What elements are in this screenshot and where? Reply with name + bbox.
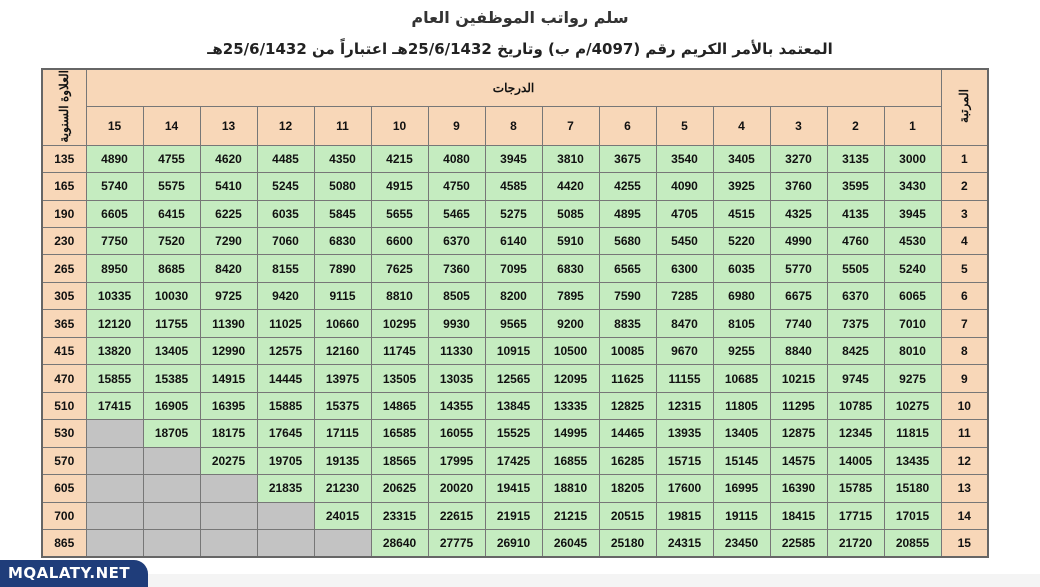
salary-cell: 6605 <box>86 200 143 227</box>
salary-cell: 9565 <box>485 310 542 337</box>
salary-cell: 11390 <box>200 310 257 337</box>
salary-cell: 6225 <box>200 200 257 227</box>
annual-increment-cell: 135 <box>42 145 86 172</box>
salary-cell: 5770 <box>770 255 827 282</box>
salary-cell: 6035 <box>257 200 314 227</box>
salary-cell: 17115 <box>314 420 371 447</box>
salary-cell: 5680 <box>599 228 656 255</box>
salary-cell: 5410 <box>200 173 257 200</box>
salary-cell: 3925 <box>713 173 770 200</box>
salary-cell: 12160 <box>314 337 371 364</box>
empty-cell <box>86 420 143 447</box>
salary-cell: 11625 <box>599 365 656 392</box>
salary-cell: 6140 <box>485 228 542 255</box>
salary-cell: 5465 <box>428 200 485 227</box>
salary-cell: 6415 <box>143 200 200 227</box>
salary-cell: 15385 <box>143 365 200 392</box>
page-title: سلم رواتب الموظفين العام <box>411 8 629 27</box>
salary-cell: 8470 <box>656 310 713 337</box>
salary-cell: 8950 <box>86 255 143 282</box>
salary-cell: 12575 <box>257 337 314 364</box>
table-row <box>42 255 988 282</box>
rank-cell: 15 <box>941 530 988 558</box>
annual-increment-cell: 415 <box>42 337 86 364</box>
salary-cell: 17715 <box>827 502 884 529</box>
salary-cell: 16585 <box>371 420 428 447</box>
grade-header-11: 11 <box>314 107 371 146</box>
rank-cell: 12 <box>941 447 988 474</box>
annual-increment-cell: 265 <box>42 255 86 282</box>
salary-cell: 21230 <box>314 475 371 502</box>
table-row <box>42 310 988 337</box>
salary-cell: 4420 <box>542 173 599 200</box>
salary-cell: 5740 <box>86 173 143 200</box>
salary-cell: 16390 <box>770 475 827 502</box>
rank-cell: 4 <box>941 228 988 255</box>
salary-cell: 3135 <box>827 145 884 172</box>
table-row <box>42 337 988 364</box>
empty-cell <box>257 530 314 558</box>
salary-cell: 8505 <box>428 282 485 309</box>
salary-cell: 6370 <box>827 282 884 309</box>
salary-cell: 10295 <box>371 310 428 337</box>
salary-cell: 9670 <box>656 337 713 364</box>
salary-cell: 19705 <box>257 447 314 474</box>
salary-cell: 12990 <box>200 337 257 364</box>
salary-cell: 8810 <box>371 282 428 309</box>
empty-cell <box>200 530 257 558</box>
salary-cell: 5240 <box>884 255 941 282</box>
salary-cell: 11745 <box>371 337 428 364</box>
salary-cell: 6565 <box>599 255 656 282</box>
salary-cell: 4750 <box>428 173 485 200</box>
table-row <box>42 282 988 309</box>
salary-cell: 14005 <box>827 447 884 474</box>
salary-cell: 9255 <box>713 337 770 364</box>
table-row <box>42 447 988 474</box>
grade-header-6: 6 <box>599 107 656 146</box>
salary-cell: 9725 <box>200 282 257 309</box>
empty-cell <box>257 502 314 529</box>
salary-cell: 6675 <box>770 282 827 309</box>
table-row <box>42 145 988 172</box>
salary-cell: 7590 <box>599 282 656 309</box>
salary-cell: 5275 <box>485 200 542 227</box>
salary-cell: 16995 <box>713 475 770 502</box>
salary-cell: 4090 <box>656 173 713 200</box>
salary-cell: 3430 <box>884 173 941 200</box>
salary-cell: 7285 <box>656 282 713 309</box>
salary-cell: 27775 <box>428 530 485 558</box>
salary-cell: 7625 <box>371 255 428 282</box>
grade-header-10: 10 <box>371 107 428 146</box>
salary-cell: 16285 <box>599 447 656 474</box>
salary-cell: 6035 <box>713 255 770 282</box>
salary-cell: 8685 <box>143 255 200 282</box>
empty-cell <box>200 502 257 529</box>
salary-cell: 3810 <box>542 145 599 172</box>
salary-cell: 8840 <box>770 337 827 364</box>
salary-cell: 3595 <box>827 173 884 200</box>
empty-cell <box>86 530 143 558</box>
table-row <box>42 502 988 529</box>
annual-increment-cell: 190 <box>42 200 86 227</box>
salary-cell: 18205 <box>599 475 656 502</box>
salary-cell: 26045 <box>542 530 599 558</box>
salary-cell: 15715 <box>656 447 713 474</box>
salary-cell: 19115 <box>713 502 770 529</box>
salary-cell: 6830 <box>542 255 599 282</box>
salary-cell: 11330 <box>428 337 485 364</box>
rank-cell: 9 <box>941 365 988 392</box>
salary-cell: 13405 <box>713 420 770 447</box>
salary-cell: 5085 <box>542 200 599 227</box>
annual-increment-cell: 530 <box>42 420 86 447</box>
annual-increment-cell: 865 <box>42 530 86 558</box>
salary-cell: 20855 <box>884 530 941 558</box>
salary-cell: 11295 <box>770 392 827 419</box>
salary-cell: 22585 <box>770 530 827 558</box>
salary-cell: 7895 <box>542 282 599 309</box>
rank-cell: 8 <box>941 337 988 364</box>
annual-increment-cell: 165 <box>42 173 86 200</box>
salary-cell: 18810 <box>542 475 599 502</box>
salary-cell: 9420 <box>257 282 314 309</box>
salary-cell: 5080 <box>314 173 371 200</box>
salary-cell: 17425 <box>485 447 542 474</box>
salary-cell: 16855 <box>542 447 599 474</box>
salary-cell: 12875 <box>770 420 827 447</box>
annual-increment-cell: 305 <box>42 282 86 309</box>
salary-cell: 3675 <box>599 145 656 172</box>
salary-cell: 10275 <box>884 392 941 419</box>
salary-cell: 3760 <box>770 173 827 200</box>
salary-cell: 5910 <box>542 228 599 255</box>
salary-cell: 22615 <box>428 502 485 529</box>
salary-cell: 13975 <box>314 365 371 392</box>
salary-cell: 17600 <box>656 475 713 502</box>
rank-cell: 14 <box>941 502 988 529</box>
salary-cell: 18175 <box>200 420 257 447</box>
salary-cell: 28640 <box>371 530 428 558</box>
salary-cell: 12095 <box>542 365 599 392</box>
salary-cell: 13335 <box>542 392 599 419</box>
salary-cell: 8425 <box>827 337 884 364</box>
salary-cell: 13845 <box>485 392 542 419</box>
salary-cell: 10660 <box>314 310 371 337</box>
salary-cell: 3405 <box>713 145 770 172</box>
salary-cell: 3945 <box>485 145 542 172</box>
salary-cell: 5220 <box>713 228 770 255</box>
empty-cell <box>143 530 200 558</box>
salary-cell: 15375 <box>314 392 371 419</box>
rank-cell: 3 <box>941 200 988 227</box>
salary-cell: 20275 <box>200 447 257 474</box>
salary-cell: 15145 <box>713 447 770 474</box>
empty-cell <box>200 475 257 502</box>
table-row <box>42 392 988 419</box>
salary-cell: 26910 <box>485 530 542 558</box>
salary-cell: 9200 <box>542 310 599 337</box>
salary-cell: 4990 <box>770 228 827 255</box>
empty-cell <box>86 447 143 474</box>
grade-header-12: 12 <box>257 107 314 146</box>
table-row <box>42 420 988 447</box>
salary-cell: 14575 <box>770 447 827 474</box>
salary-cell: 4135 <box>827 200 884 227</box>
salary-cell: 21215 <box>542 502 599 529</box>
salary-cell: 10335 <box>86 282 143 309</box>
grade-header-4: 4 <box>713 107 770 146</box>
salary-cell: 6300 <box>656 255 713 282</box>
salary-cell: 12825 <box>599 392 656 419</box>
salary-cell: 19415 <box>485 475 542 502</box>
salary-cell: 7375 <box>827 310 884 337</box>
salary-cell: 5655 <box>371 200 428 227</box>
salary-cell: 5245 <box>257 173 314 200</box>
salary-cell: 9275 <box>884 365 941 392</box>
salary-cell: 6600 <box>371 228 428 255</box>
salary-cell: 21835 <box>257 475 314 502</box>
rank-cell: 2 <box>941 173 988 200</box>
salary-cell: 5845 <box>314 200 371 227</box>
annual-increment-cell: 570 <box>42 447 86 474</box>
salary-cell: 7520 <box>143 228 200 255</box>
empty-cell <box>143 447 200 474</box>
annual-increment-cell: 605 <box>42 475 86 502</box>
salary-cell: 4755 <box>143 145 200 172</box>
salary-cell: 12120 <box>86 310 143 337</box>
salary-cell: 8420 <box>200 255 257 282</box>
empty-cell <box>143 475 200 502</box>
salary-cell: 7750 <box>86 228 143 255</box>
salary-cell: 11805 <box>713 392 770 419</box>
grade-header-7: 7 <box>542 107 599 146</box>
salary-cell: 4215 <box>371 145 428 172</box>
salary-cell: 7290 <box>200 228 257 255</box>
salary-cell: 24015 <box>314 502 371 529</box>
salary-cell: 9745 <box>827 365 884 392</box>
salary-cell: 4255 <box>599 173 656 200</box>
salary-cell: 7060 <box>257 228 314 255</box>
empty-cell <box>143 502 200 529</box>
rank-cell: 13 <box>941 475 988 502</box>
salary-cell: 19815 <box>656 502 713 529</box>
salary-cell: 4705 <box>656 200 713 227</box>
annual-increment-cell: 510 <box>42 392 86 419</box>
empty-cell <box>314 530 371 558</box>
salary-cell: 4485 <box>257 145 314 172</box>
rank-cell: 6 <box>941 282 988 309</box>
salary-cell: 16055 <box>428 420 485 447</box>
salary-cell: 8155 <box>257 255 314 282</box>
salary-cell: 4325 <box>770 200 827 227</box>
salary-cell: 8105 <box>713 310 770 337</box>
salary-cell: 13405 <box>143 337 200 364</box>
increment-header: العلاوة السنوية <box>42 69 86 145</box>
salary-cell: 15855 <box>86 365 143 392</box>
salary-cell: 14865 <box>371 392 428 419</box>
salary-cell: 10030 <box>143 282 200 309</box>
salary-cell: 14445 <box>257 365 314 392</box>
salary-cell: 4515 <box>713 200 770 227</box>
salary-cell: 18705 <box>143 420 200 447</box>
salary-cell: 4530 <box>884 228 941 255</box>
rank-cell: 1 <box>941 145 988 172</box>
grade-header-2: 2 <box>827 107 884 146</box>
salary-cell: 10685 <box>713 365 770 392</box>
salary-table <box>41 68 989 558</box>
grades-header: الدرجات <box>86 69 941 107</box>
salary-cell: 12565 <box>485 365 542 392</box>
salary-cell: 19135 <box>314 447 371 474</box>
salary-cell: 3540 <box>656 145 713 172</box>
salary-cell: 9930 <box>428 310 485 337</box>
salary-cell: 3000 <box>884 145 941 172</box>
salary-cell: 11815 <box>884 420 941 447</box>
salary-cell: 3945 <box>884 200 941 227</box>
salary-cell: 17415 <box>86 392 143 419</box>
salary-cell: 9115 <box>314 282 371 309</box>
salary-cell: 20515 <box>599 502 656 529</box>
salary-cell: 8835 <box>599 310 656 337</box>
salary-cell: 17995 <box>428 447 485 474</box>
salary-cell: 10915 <box>485 337 542 364</box>
salary-cell: 20020 <box>428 475 485 502</box>
salary-cell: 4760 <box>827 228 884 255</box>
salary-cell: 7360 <box>428 255 485 282</box>
salary-cell: 5505 <box>827 255 884 282</box>
salary-cell: 6370 <box>428 228 485 255</box>
salary-cell: 12345 <box>827 420 884 447</box>
salary-cell: 3270 <box>770 145 827 172</box>
salary-cell: 24315 <box>656 530 713 558</box>
salary-cell: 15525 <box>485 420 542 447</box>
grade-header-3: 3 <box>770 107 827 146</box>
grade-header-13: 13 <box>200 107 257 146</box>
page-subtitle: المعتمد بالأمر الكريم رقم (4097/م ب) وتاريخ 25/6/1432هـ اعتباراً من 25/6/1432هـ <box>207 40 833 58</box>
rank-cell: 7 <box>941 310 988 337</box>
salary-cell: 21720 <box>827 530 884 558</box>
salary-cell: 13505 <box>371 365 428 392</box>
salary-cell: 11155 <box>656 365 713 392</box>
salary-cell: 23315 <box>371 502 428 529</box>
salary-cell: 10085 <box>599 337 656 364</box>
annual-increment-cell: 365 <box>42 310 86 337</box>
salary-cell: 14915 <box>200 365 257 392</box>
grade-header-8: 8 <box>485 107 542 146</box>
salary-cell: 7740 <box>770 310 827 337</box>
salary-cell: 20625 <box>371 475 428 502</box>
salary-cell: 12315 <box>656 392 713 419</box>
salary-cell: 6830 <box>314 228 371 255</box>
salary-cell: 5450 <box>656 228 713 255</box>
grade-header-15: 15 <box>86 107 143 146</box>
salary-cell: 25180 <box>599 530 656 558</box>
footer-bar <box>0 574 1040 587</box>
salary-cell: 18565 <box>371 447 428 474</box>
salary-cell: 7095 <box>485 255 542 282</box>
salary-cell: 4915 <box>371 173 428 200</box>
grade-header-14: 14 <box>143 107 200 146</box>
salary-cell: 10785 <box>827 392 884 419</box>
salary-cell: 14465 <box>599 420 656 447</box>
salary-cell: 18415 <box>770 502 827 529</box>
salary-cell: 7010 <box>884 310 941 337</box>
salary-cell: 4620 <box>200 145 257 172</box>
salary-cell: 11025 <box>257 310 314 337</box>
salary-cell: 4895 <box>599 200 656 227</box>
salary-cell: 8200 <box>485 282 542 309</box>
salary-cell: 23450 <box>713 530 770 558</box>
salary-cell: 15180 <box>884 475 941 502</box>
salary-cell: 21915 <box>485 502 542 529</box>
salary-cell: 4890 <box>86 145 143 172</box>
salary-cell: 10215 <box>770 365 827 392</box>
salary-cell: 13935 <box>656 420 713 447</box>
rank-cell: 10 <box>941 392 988 419</box>
salary-cell: 15885 <box>257 392 314 419</box>
rank-cell: 11 <box>941 420 988 447</box>
salary-cell: 11755 <box>143 310 200 337</box>
grade-header-1: 1 <box>884 107 941 146</box>
table-row <box>42 475 988 502</box>
salary-cell: 17015 <box>884 502 941 529</box>
salary-cell: 4350 <box>314 145 371 172</box>
salary-cell: 10500 <box>542 337 599 364</box>
salary-cell: 13035 <box>428 365 485 392</box>
table-row <box>42 228 988 255</box>
salary-cell: 4585 <box>485 173 542 200</box>
salary-cell: 16395 <box>200 392 257 419</box>
grade-header-9: 9 <box>428 107 485 146</box>
salary-cell: 8010 <box>884 337 941 364</box>
table-row <box>42 173 988 200</box>
annual-increment-cell: 700 <box>42 502 86 529</box>
annual-increment-cell: 230 <box>42 228 86 255</box>
salary-cell: 15785 <box>827 475 884 502</box>
salary-cell: 6065 <box>884 282 941 309</box>
salary-cell: 5575 <box>143 173 200 200</box>
salary-cell: 17645 <box>257 420 314 447</box>
salary-cell: 4080 <box>428 145 485 172</box>
empty-cell <box>86 475 143 502</box>
grade-header-5: 5 <box>656 107 713 146</box>
empty-cell <box>86 502 143 529</box>
salary-cell: 13820 <box>86 337 143 364</box>
salary-cell: 16905 <box>143 392 200 419</box>
site-watermark: MQALATY.NET <box>0 560 148 587</box>
salary-cell: 6980 <box>713 282 770 309</box>
salary-cell: 14355 <box>428 392 485 419</box>
annual-increment-cell: 470 <box>42 365 86 392</box>
salary-cell: 13435 <box>884 447 941 474</box>
salary-cell: 14995 <box>542 420 599 447</box>
table-row <box>42 200 988 227</box>
table-row <box>42 530 988 558</box>
rank-header: المرتبة <box>941 69 988 145</box>
table-row <box>42 365 988 392</box>
salary-cell: 7890 <box>314 255 371 282</box>
rank-cell: 5 <box>941 255 988 282</box>
